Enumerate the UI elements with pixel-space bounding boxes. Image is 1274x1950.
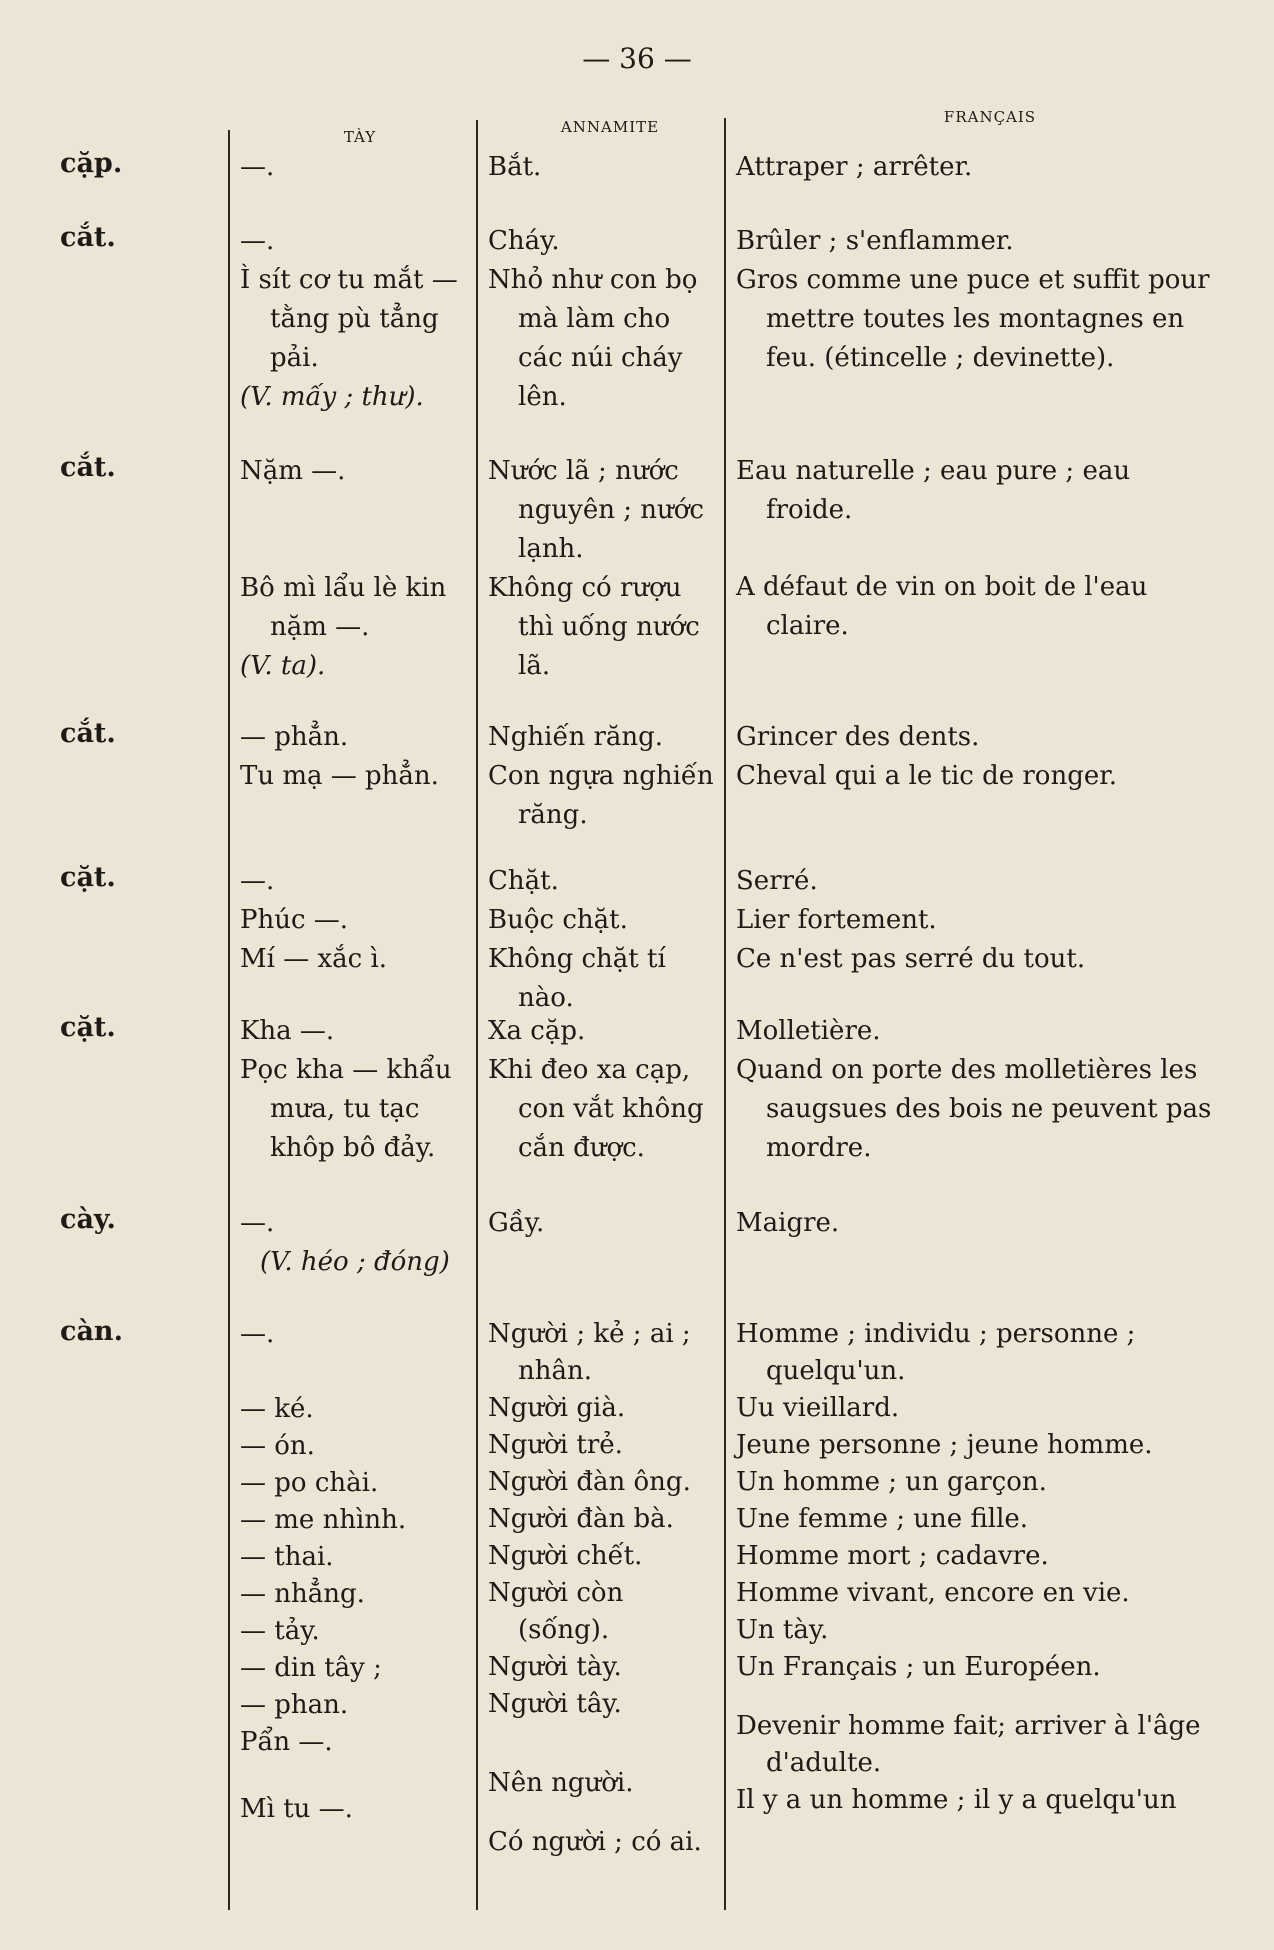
headword: cặp. bbox=[60, 148, 123, 179]
tay-line: (V. ta). bbox=[240, 651, 326, 681]
annamite-column bbox=[488, 1316, 720, 1861]
spacer bbox=[488, 1802, 720, 1824]
francais-line: Maigre. bbox=[736, 1208, 840, 1238]
tay-column bbox=[240, 1204, 472, 1282]
tay-line: — nhẳng. bbox=[240, 1579, 365, 1609]
headword: cắt. bbox=[60, 452, 116, 483]
annamite-column bbox=[488, 222, 720, 417]
spacer bbox=[240, 491, 472, 569]
headword: cắt. bbox=[60, 222, 116, 253]
annamite-line: Nghiến răng. bbox=[488, 722, 664, 752]
francais-line: Un Français ; un Européen. bbox=[736, 1652, 1101, 1682]
francais-column bbox=[736, 1012, 1216, 1168]
header-tay: TÀY bbox=[343, 128, 377, 146]
annamite-line: Không có rượu thì uống nước lã. bbox=[488, 573, 700, 681]
annamite-line: Không chặt tí nào. bbox=[488, 944, 666, 1013]
tay-line: —. bbox=[240, 866, 275, 896]
francais-column bbox=[736, 452, 1216, 646]
headword: càn. bbox=[60, 1316, 123, 1347]
annamite-line: Người đàn ông. bbox=[488, 1467, 691, 1497]
tay-column bbox=[240, 222, 472, 417]
francais-line: Homme ; individu ; personne ; quelqu'un. bbox=[736, 1319, 1136, 1386]
header-annamite: ANNAMITE bbox=[560, 118, 660, 136]
francais-line: A défaut de vin on boit de l'eau claire. bbox=[736, 572, 1148, 641]
tay-column bbox=[240, 862, 472, 979]
annamite-line: Người tây. bbox=[488, 1689, 622, 1719]
annamite-line: Xa cặp. bbox=[488, 1016, 586, 1046]
tay-line: — po chài. bbox=[240, 1468, 379, 1498]
annamite-line: Nhỏ như con bọ mà làm cho các núi cháy lên. bbox=[488, 265, 698, 412]
francais-column bbox=[736, 148, 1216, 187]
francais-line: Lier fortement. bbox=[736, 905, 937, 935]
francais-line: Eau naturelle ; eau pure ; eau froide. bbox=[736, 456, 1131, 525]
francais-line: Serré. bbox=[736, 866, 818, 896]
francais-line: Cheval qui a le tic de ronger. bbox=[736, 761, 1118, 791]
tay-line: — phẳn. bbox=[240, 722, 349, 752]
annamite-column bbox=[488, 1012, 720, 1168]
tay-line: — thai. bbox=[240, 1542, 334, 1572]
annamite-line: Chặt. bbox=[488, 866, 559, 896]
francais-column bbox=[736, 862, 1216, 979]
spacer bbox=[736, 530, 1216, 568]
tay-line: (V. mấy ; thư). bbox=[240, 382, 424, 412]
tay-line: Nặm —. bbox=[240, 456, 346, 486]
tay-line: — tảy. bbox=[240, 1616, 320, 1646]
francais-line: Brûler ; s'enflammer. bbox=[736, 226, 1014, 256]
tay-line: Pẩn —. bbox=[240, 1727, 333, 1757]
annamite-column bbox=[488, 862, 720, 1018]
francais-line: Uu vieillard. bbox=[736, 1393, 900, 1423]
annamite-line: Gầy. bbox=[488, 1208, 545, 1238]
tay-line: Kha —. bbox=[240, 1016, 335, 1046]
francais-line: Un tày. bbox=[736, 1615, 829, 1645]
headword: cày. bbox=[60, 1204, 116, 1235]
annamite-column bbox=[488, 718, 720, 835]
annamite-line: Người chết. bbox=[488, 1541, 643, 1571]
francais-line: Il y a un homme ; il y a quelqu'un bbox=[736, 1785, 1177, 1815]
annamite-line: Cháy. bbox=[488, 226, 560, 256]
annamite-line: Nước lã ; nước nguyên ; nước lạnh. bbox=[488, 456, 704, 564]
annamite-line: Người còn (sống). bbox=[488, 1578, 624, 1645]
tay-column bbox=[240, 718, 472, 796]
annamite-line: Người đàn bà. bbox=[488, 1504, 674, 1534]
francais-column bbox=[736, 1204, 1216, 1243]
tay-line: —. bbox=[240, 152, 275, 182]
tay-line: — phan. bbox=[240, 1690, 349, 1720]
francais-line: Homme vivant, encore en vie. bbox=[736, 1578, 1130, 1608]
annamite-line: Nên người. bbox=[488, 1768, 634, 1798]
tay-line: (V. héo ; đóng) bbox=[260, 1247, 450, 1277]
tay-line: — me nhình. bbox=[240, 1505, 407, 1535]
annamite-line: Người trẻ. bbox=[488, 1430, 623, 1460]
francais-line: Attraper ; arrêter. bbox=[736, 152, 973, 182]
francais-column bbox=[736, 222, 1216, 378]
francais-column bbox=[736, 718, 1216, 796]
spacer bbox=[488, 1723, 720, 1765]
francais-line: Une femme ; une fille. bbox=[736, 1504, 1029, 1534]
tay-line: —. bbox=[240, 1208, 275, 1238]
tay-line: Mì tu —. bbox=[240, 1794, 353, 1824]
francais-line: Devenir homme fait; arriver à l'âge d'adulte. bbox=[736, 1711, 1201, 1778]
francais-line: Grincer des dents. bbox=[736, 722, 980, 752]
francais-line: Un homme ; un garçon. bbox=[736, 1467, 1047, 1497]
francais-line: Gros comme une puce et suffit pour mettre toutes les montagnes en feu. (étincelle ; devinette). bbox=[736, 265, 1210, 373]
tay-column bbox=[240, 452, 472, 686]
spacer bbox=[240, 1353, 472, 1391]
page-number: — 36 — bbox=[582, 42, 692, 75]
column-rule-3 bbox=[724, 118, 726, 1910]
francais-line: Quand on porte des molletières les saugsues des bois ne peuvent pas mordre. bbox=[736, 1055, 1212, 1163]
tay-line: Pọc kha — khẩu mưa, tu tạc khôp bô đảy. bbox=[240, 1055, 452, 1163]
column-rule-2 bbox=[476, 120, 478, 1910]
headword: cặt. bbox=[60, 862, 116, 893]
annamite-line: Người ; kẻ ; ai ; nhân. bbox=[488, 1319, 691, 1386]
francais-column bbox=[736, 1316, 1216, 1819]
annamite-line: Người già. bbox=[488, 1393, 626, 1423]
tay-line: — din tây ; bbox=[240, 1653, 382, 1683]
spacer bbox=[240, 1761, 472, 1791]
annamite-column bbox=[488, 452, 720, 686]
tay-line: Bô mì lẩu lè kin nặm —. bbox=[240, 573, 447, 642]
tay-line: —. bbox=[240, 226, 275, 256]
annamite-column bbox=[488, 1204, 720, 1243]
annamite-line: Con ngựa nghiến răng. bbox=[488, 761, 714, 830]
header-francais: FRANÇAIS bbox=[943, 108, 1037, 126]
column-rule-1 bbox=[228, 130, 230, 1910]
headword: cắt. bbox=[60, 718, 116, 749]
annamite-line: Khi đeo xa cạp, con vắt không cắn được. bbox=[488, 1055, 704, 1163]
tay-column bbox=[240, 148, 472, 187]
francais-line: Jeune personne ; jeune homme. bbox=[736, 1430, 1153, 1460]
tay-line: Mí — xắc ì. bbox=[240, 944, 388, 974]
francais-line: Homme mort ; cadavre. bbox=[736, 1541, 1049, 1571]
tay-line: — ké. bbox=[240, 1394, 314, 1424]
tay-column bbox=[240, 1316, 472, 1828]
annamite-column bbox=[488, 148, 720, 187]
headword: cặt. bbox=[60, 1012, 116, 1043]
tay-line: — ón. bbox=[240, 1431, 315, 1461]
spacer bbox=[736, 1686, 1216, 1708]
tay-line: Phúc —. bbox=[240, 905, 349, 935]
francais-line: Ce n'est pas serré du tout. bbox=[736, 944, 1086, 974]
annamite-line: Bắt. bbox=[488, 152, 542, 182]
annamite-line: Có người ; có ai. bbox=[488, 1827, 702, 1857]
annamite-line: Buộc chặt. bbox=[488, 905, 628, 935]
tay-line: —. bbox=[240, 1319, 275, 1349]
tay-line: Ì sít cơ tu mắt — tằng pù tẳng pải. bbox=[240, 265, 458, 373]
annamite-line: Người tày. bbox=[488, 1652, 622, 1682]
tay-line: Tu mạ — phẳn. bbox=[240, 761, 439, 791]
francais-line: Molletière. bbox=[736, 1016, 881, 1046]
tay-column bbox=[240, 1012, 472, 1168]
